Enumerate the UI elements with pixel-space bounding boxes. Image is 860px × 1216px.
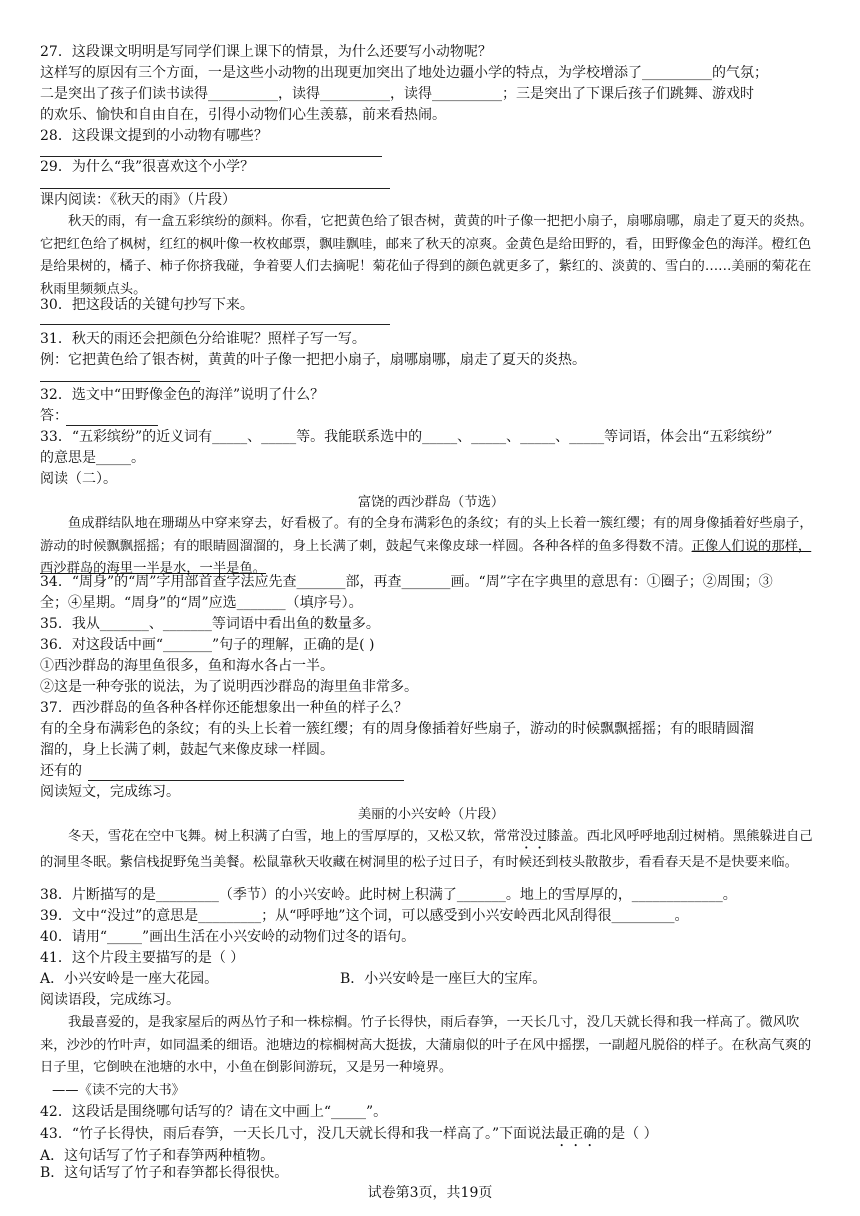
bamboo-passage: 我最喜爱的，是我家屋后的两丛竹子和一株棕榈。竹子长得快，雨后春笋，一天长几寸，没几天就长得和我一样高了。微风吹来，沙沙的竹叶声，如同温柔的细语。池塘边的棕榈树高大挺拔，大蒲扇似的叶子在风中摇摆，一副超凡脱俗的样子。在秋高气爽的日子里，它倒映在池塘的水中，小鱼在倒影间游玩，又是另一种境界。 bbox=[40, 1015, 812, 1075]
answer-line[interactable] bbox=[40, 381, 200, 382]
question-27-text-line-3: 的欢乐、愉快和自由自在，引得小动物们心生羡慕，前来看热闹。 bbox=[40, 107, 446, 123]
reading-intro: 课内阅读：《秋天的雨》（片段） bbox=[40, 192, 236, 208]
question-27: 27．这段课文明明是写同学们课上课下的情景，为什么还要写小动物呢？ bbox=[40, 44, 492, 60]
underlined-sentence: 正像人们说的那样，西沙群岛的海里一半是水，一半是鱼。 bbox=[40, 538, 812, 576]
question-43-text: 43．“竹子长得快，雨后春笋，一天长几寸，没几天就长得和我一样高了。”下面说法 bbox=[40, 1126, 556, 1142]
question-37-line-1: 有的全身布满彩色的条纹；有的头上长着一簇红缨；有的周身像插着好些扇子，游动的时候飘飘摇摇；有的眼睛圆溜 bbox=[40, 721, 754, 737]
reading-three-heading: 阅读短文，完成练习。 bbox=[40, 784, 180, 800]
question-30: 30．把这段话的关键句抄写下来。 bbox=[40, 297, 254, 313]
xisha-passage-text: 鱼成群结队地在珊瑚丛中穿来穿去，好看极了。有的全身布满彩色的条纹；有的头上长着一簇红缨；有的周身像插着好些扇子，游动的时候飘飘摇摇；有的眼睛圆溜溜的，身上长满了刺，鼓起气来像皮球一样圆。各种各样的鱼多得数不清。 bbox=[40, 516, 813, 554]
reading-four-heading: 阅读语段，完成练习。 bbox=[40, 992, 180, 1008]
question-36-option-2[interactable]: ②这是一种夸张的说法，为了说明西沙群岛的海里鱼非常多。 bbox=[40, 679, 418, 695]
answer-line[interactable] bbox=[40, 188, 390, 189]
question-37-prompt: 还有的 bbox=[40, 763, 82, 779]
question-27-text-line-2: 二是突出了孩子们读书读得__________，读得__________，读得__________；三是突出了下课后孩子们跳舞、游戏时 bbox=[40, 86, 754, 102]
question-28: 28．这段课文提到的小动物有哪些？ bbox=[40, 128, 268, 144]
xisha-passage bbox=[40, 513, 822, 581]
xingan-passage bbox=[40, 826, 822, 875]
question-38: 38．片断描写的是_________（季节）的小兴安岭。此时树上积满了_______。地上的雪厚厚的，_____________。 bbox=[40, 887, 737, 903]
question-41-option-b[interactable]: B．小兴安岭是一座巨大的宝库。 bbox=[340, 971, 547, 987]
question-41: 41．这个片段主要描写的是（ ） bbox=[40, 950, 245, 966]
answer-label: 答： bbox=[40, 408, 68, 424]
dotted-word: 没过 bbox=[520, 829, 547, 844]
question-43-option-a[interactable]: A．这句话写了竹子和春笋两种植物。 bbox=[40, 1148, 275, 1164]
question-37: 37．西沙群岛的鱼各种各样你还能想象出一种鱼的样子么？ bbox=[40, 700, 408, 716]
dotted-word: 最正确 bbox=[555, 1126, 598, 1142]
reading-two-heading: 阅读（二）。 bbox=[40, 471, 117, 487]
question-31-example: 例：它把黄色给了银杏树，黄黄的叶子像一把把小扇子，扇哪扇哪，扇走了夏天的炎热。 bbox=[40, 352, 586, 368]
question-29: 29．为什么“我”很喜欢这个小学？ bbox=[40, 159, 255, 175]
question-33-line-2: 的意思是_____。 bbox=[40, 450, 145, 466]
question-31: 31．秋天的雨还会把颜色分给谁呢？照样子写一写。 bbox=[40, 331, 366, 347]
question-43-bracket: 的是（ ） bbox=[597, 1126, 658, 1142]
answer-line[interactable] bbox=[66, 425, 158, 426]
question-40: 40．请用“_____”画出生活在小兴安岭的动物们过冬的语句。 bbox=[40, 929, 416, 945]
answer-line[interactable] bbox=[40, 324, 390, 325]
question-27-text-line-1: 这样写的原因有三个方面，一是这些小动物的出现更加突出了地处边疆小学的特点，为学校增添了__________的气氛； bbox=[40, 65, 768, 81]
question-37-line-2: 溜的，身上长满了刺，鼓起气来像皮球一样圆。 bbox=[40, 742, 334, 758]
question-39: 39．文中“没过”的意思是_________；从“呼呼地”这个词，可以感受到小兴安岭西北风刮得很_________。 bbox=[40, 908, 689, 924]
bamboo-source: ——《读不完的大书》 bbox=[52, 1083, 185, 1098]
xingan-passage-text: 冬天，雪花在空中飞舞。树上积满了白雪，地上的雪厚厚的，又松又软，常常 bbox=[68, 829, 521, 844]
xisha-title: 富饶的西沙群岛（节选） bbox=[357, 495, 505, 510]
question-43-option-b[interactable]: B．这句话写了竹子和春笋都长得很快。 bbox=[40, 1165, 289, 1181]
question-34-line-2: 全；④星期。“周身”的“周”应选_______（填序号）。 bbox=[40, 595, 363, 611]
question-42: 42．这段话是围绕哪句话写的？请在文中画上“_____”。 bbox=[40, 1104, 388, 1120]
question-35: 35．我从_______、_______等词语中看出鱼的数量多。 bbox=[40, 616, 380, 632]
xingan-title: 美丽的小兴安岭（片段） bbox=[357, 807, 505, 822]
autumn-rain-passage: 秋天的雨，有一盒五彩缤纷的颜料。你看，它把黄色给了银杏树，黄黄的叶子像一把把小扇子，扇哪扇哪，扇走了夏天的炎热。它把红色给了枫树，红红的枫叶像一枚枚邮票，飘哇飘哇，邮来了秋天的凉爽。金黄色是给田野的，看，田野像金色的海洋。橙红色是给果树的，橘子、柿子你挤我碰，争着要人们去摘呢！菊花仙子得到的颜色就更多了，紫红的、淡黄的、雪白的……美丽的菊花在秋雨里频频点头。 bbox=[40, 214, 813, 297]
answer-line[interactable] bbox=[88, 780, 404, 781]
question-36-option-1[interactable]: ①西沙群岛的海里鱼很多，鱼和海水各占一半。 bbox=[40, 658, 334, 674]
xingan-passage-text-rest: 膝盖。西北风呼呼地刮过树梢。黑熊躲进自己的洞里冬眠。紫信栈捉野兔当美餐。松鼠靠秋天收藏在树洞里的松子过日子，有时候还到枝头散散步，看看春天是不是快要来临。 bbox=[40, 829, 813, 870]
question-41-option-a[interactable]: A．小兴安岭是一座大花园。 bbox=[40, 971, 219, 987]
question-34-line-1: 34．“周身”的“周”字用部首查字法应先查_______部，再查_______画。“周”字在字典里的意思有：①圈子；②周围；③ bbox=[40, 574, 773, 590]
question-36: 36．对这段话中画“_______”句子的理解，正确的是( ) bbox=[40, 637, 375, 653]
page-footer: 试卷第3页，共19页 bbox=[367, 1185, 493, 1201]
question-32: 32．选文中“田野像金色的海洋”说明了什么？ bbox=[40, 387, 325, 403]
question-33-line-1: 33．“五彩缤纷”的近义词有_____、_____等。我能联系选中的_____、_____、_____、_____等词语，体会出“五彩缤纷” bbox=[40, 429, 773, 445]
